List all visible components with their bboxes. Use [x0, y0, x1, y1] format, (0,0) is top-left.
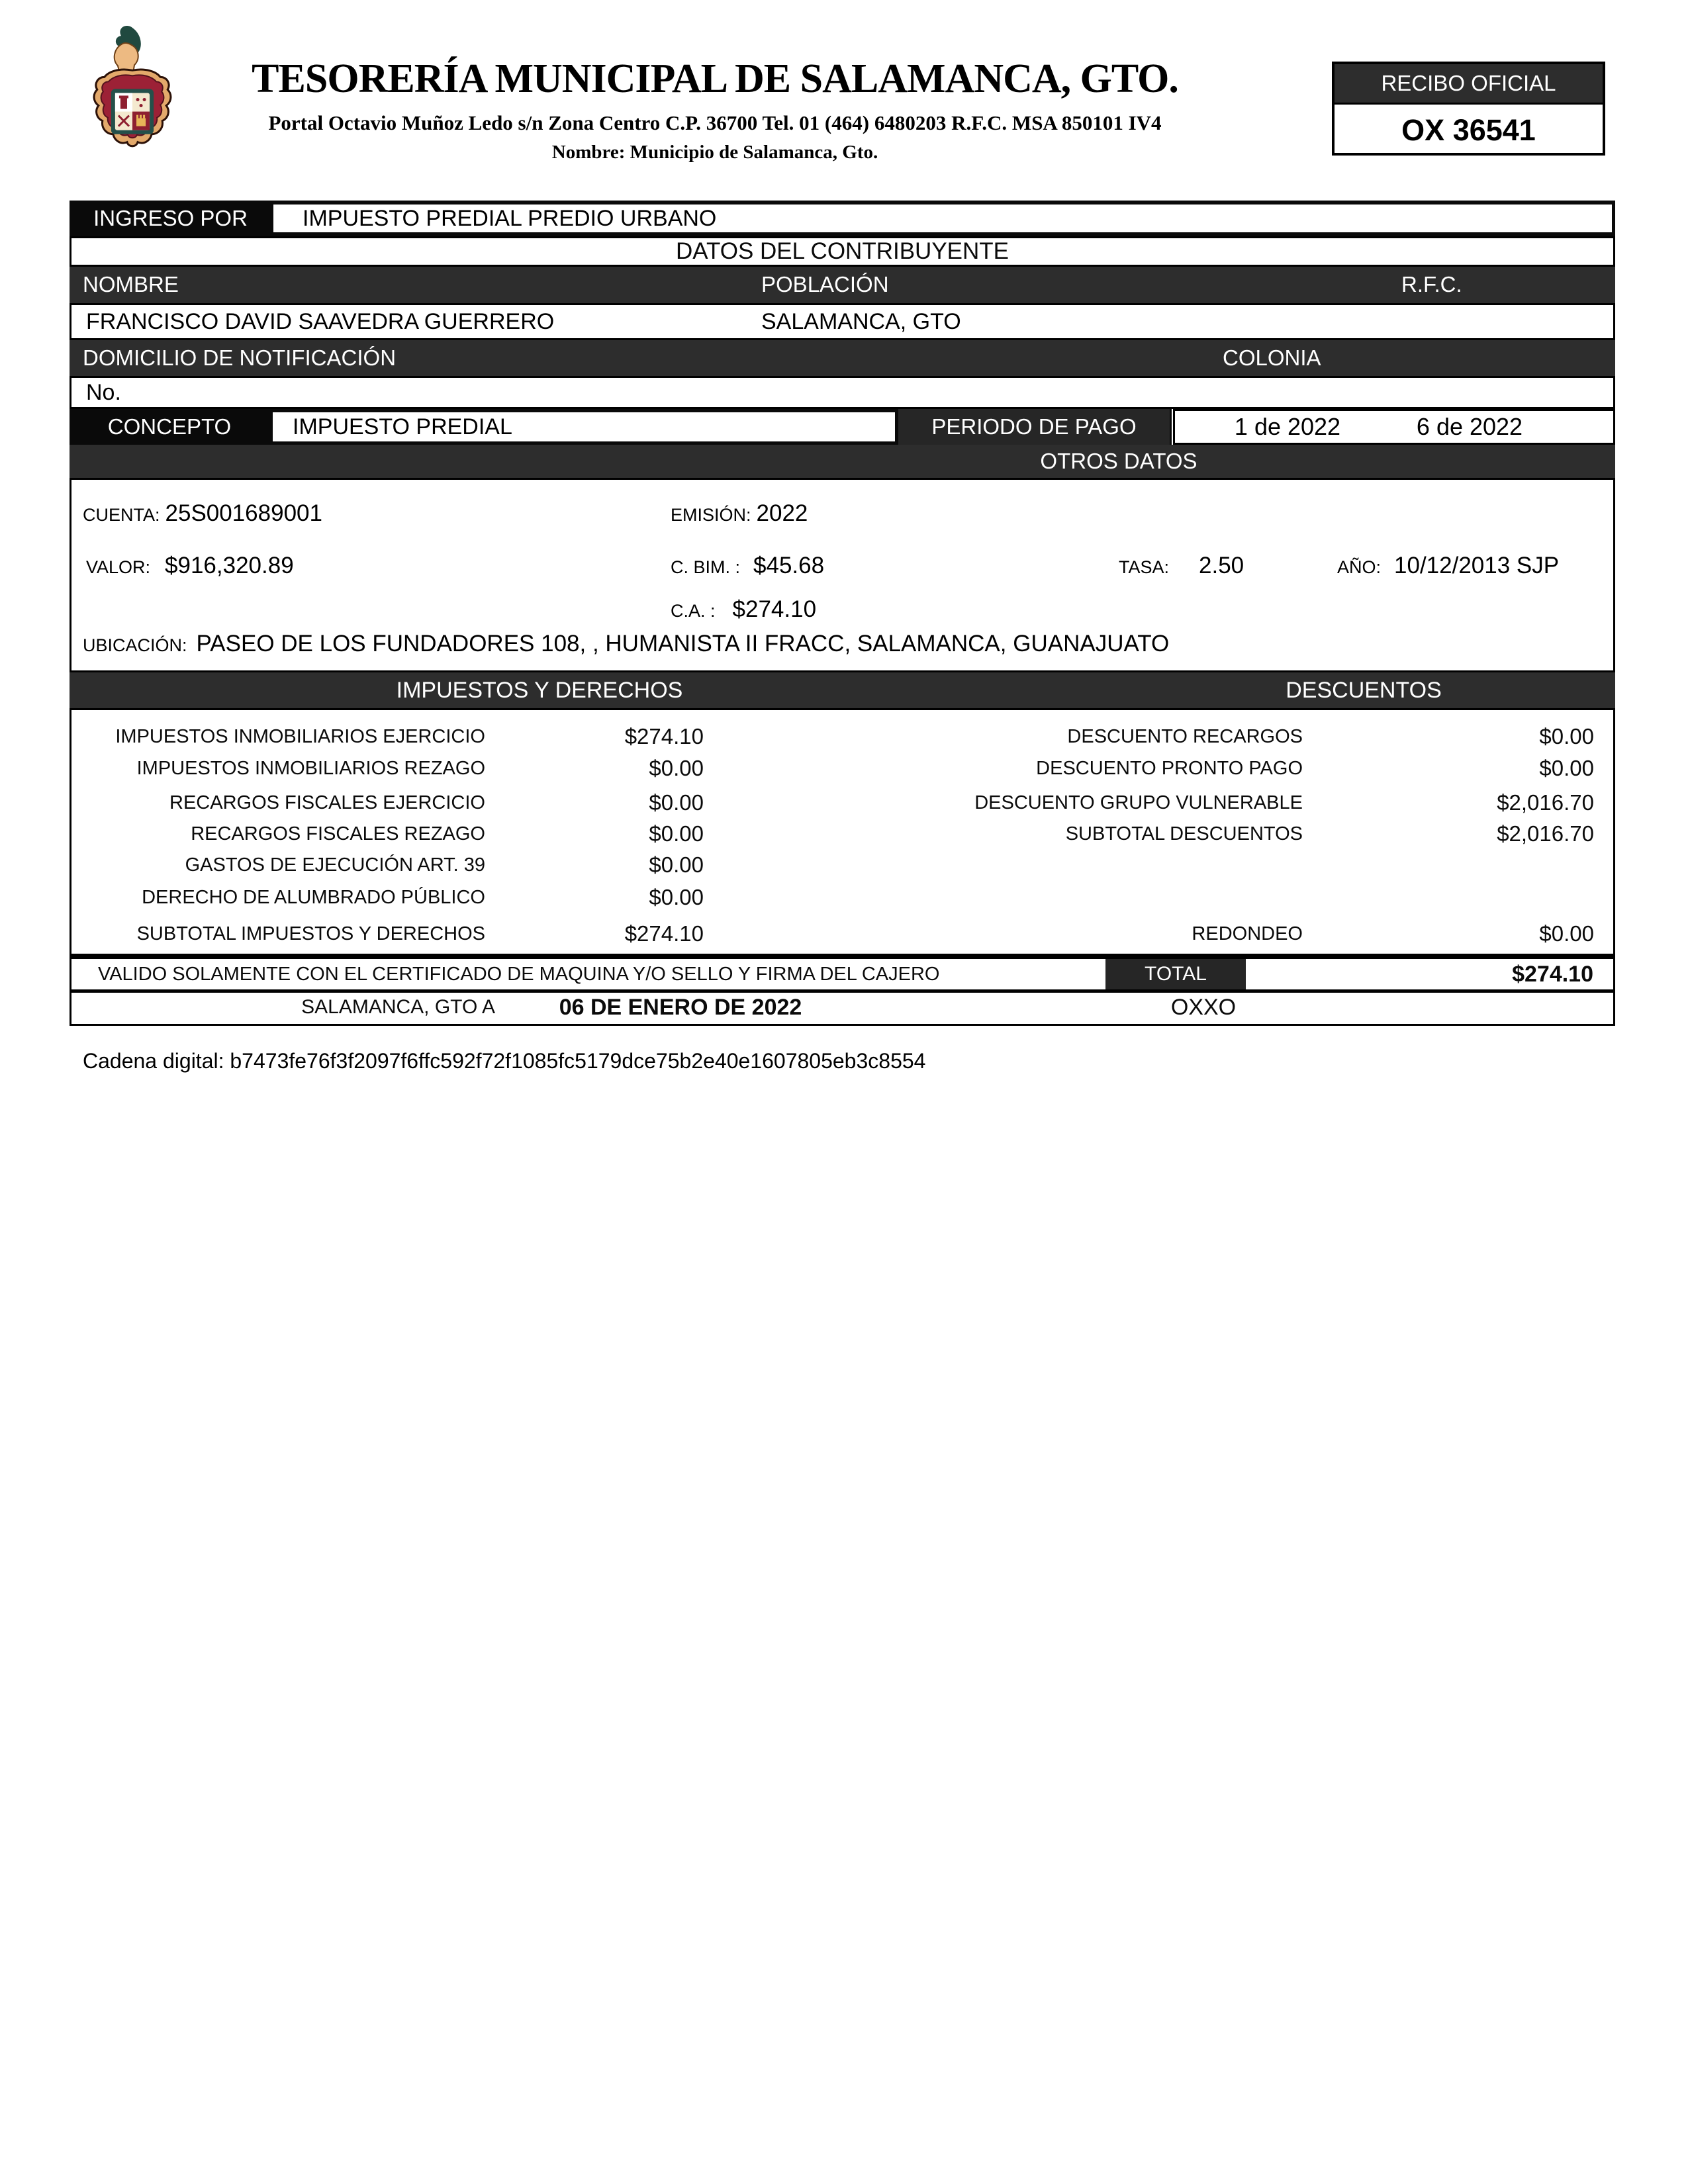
field-valor [86, 553, 294, 579]
discount-value: $0.00 [1539, 756, 1594, 780]
nombre-label: NOMBRE [83, 272, 179, 296]
field-ca [671, 596, 816, 623]
discount-value: $2,016.70 [1497, 790, 1594, 815]
discount-label: REDONDEO [1192, 923, 1303, 944]
charge-value: $0.00 [649, 885, 704, 909]
valido-total-row [70, 956, 1615, 993]
table-row [71, 722, 1613, 751]
periodo-hasta: 6 de 2022 [1416, 413, 1523, 440]
periodo-pago-label: PERIODO DE PAGO [898, 409, 1170, 445]
total-label: TOTAL [1105, 959, 1246, 989]
charge-label: RECARGOS FISCALES EJERCICIO [169, 792, 485, 813]
charge-label: SUBTOTAL IMPUESTOS Y DERECHOS [136, 923, 485, 944]
band-otros-datos [70, 445, 1615, 478]
band-nombre-poblacion-rfc [70, 267, 1615, 303]
colonia-label: COLONIA [1223, 345, 1321, 370]
row-domicilio-value [70, 376, 1615, 409]
concepto-label: CONCEPTO [107, 414, 232, 439]
cashier-text: OXXO [1170, 995, 1237, 1020]
nombre-value: FRANCISCO DAVID SAAVEDRA GUERRERO [86, 309, 555, 334]
rfc-label: R.F.C. [1401, 272, 1462, 296]
periodo-pago-cell [1173, 409, 1615, 445]
charge-label: IMPUESTOS INMOBILIARIOS EJERCICIO [115, 726, 485, 747]
concepto-row [70, 409, 1172, 445]
charge-label: GASTOS DE EJECUCIÓN ART. 39 [185, 854, 485, 876]
date-text: 06 DE ENERO DE 2022 [559, 995, 802, 1020]
table-row [71, 883, 1613, 912]
ingreso-por-cell [273, 205, 1612, 232]
charge-value: $0.00 [649, 821, 704, 846]
receipt-number: OX 36541 [1401, 113, 1536, 147]
tasa-label: TASA: [1119, 557, 1170, 577]
discount-value: $0.00 [1539, 724, 1594, 749]
domicilio-label: DOMICILIO DE NOTIFICACIÓN [83, 345, 397, 370]
ubicacion-label: UBICACIÓN: [83, 635, 187, 655]
valido-note: VALIDO SOLAMENTE CON EL CERTIFICADO DE MAQUINA Y/O SELLO Y FIRMA DEL CAJERO [98, 964, 940, 985]
charge-value: $0.00 [649, 756, 704, 780]
discount-label: DESCUENTO PRONTO PAGO [1036, 758, 1303, 779]
descuentos-header: DESCUENTOS [1286, 678, 1442, 703]
field-emision [671, 500, 808, 527]
discount-label: DESCUENTO GRUPO VULNERABLE [974, 792, 1303, 813]
band-domicilio-colonia [70, 340, 1615, 376]
valor-value: $916,320.89 [165, 553, 294, 578]
page-title: TESORERÍA MUNICIPAL DE SALAMANCA, GTO. [252, 56, 1178, 101]
anio-value: 10/12/2013 SJP [1394, 553, 1560, 578]
row-nombre-poblacion-values [70, 303, 1615, 340]
charge-value: $0.00 [649, 790, 704, 815]
cbim-label: C. BIM. : [671, 557, 741, 577]
table-row [71, 850, 1613, 880]
charge-label: IMPUESTOS INMOBILIARIOS REZAGO [136, 758, 485, 779]
header-address: Portal Octavio Muñoz Ledo s/n Zona Centro C.P. 36700 Tel. 01 (464) 6480203 R.F.C. MSA 850101 IV4 [268, 111, 1162, 134]
table-row [71, 788, 1613, 817]
datos-contribuyente-title: DATOS DEL CONTRIBUYENTE [675, 238, 1009, 264]
salamanca-coat-of-arms-logo [88, 25, 177, 175]
place-text: SALAMANCA, GTO A [301, 996, 495, 1018]
digital-chain: Cadena digital: b7473fe76f3f2097f6ffc592f72f1085fc5179dce75b2e40e1607805eb3c8554 [83, 1049, 926, 1073]
impuestos-derechos-header: IMPUESTOS Y DERECHOS [396, 678, 683, 703]
cuenta-label: CUENTA: [83, 505, 160, 525]
concepto-cell [273, 412, 895, 441]
field-cuenta [83, 500, 322, 527]
valor-label: VALOR: [86, 557, 151, 577]
field-anio [1337, 553, 1559, 579]
poblacion-value: SALAMANCA, GTO [761, 309, 961, 334]
table-row [71, 819, 1613, 848]
field-cbim [671, 553, 824, 579]
charge-value: $0.00 [649, 852, 704, 877]
field-tasa [1119, 553, 1244, 579]
ingreso-por-row [70, 201, 1615, 236]
ingreso-por-label: INGRESO POR [93, 206, 248, 230]
total-value: $274.10 [1512, 962, 1593, 987]
anio-label: AÑO: [1337, 557, 1382, 577]
charge-value: $274.10 [624, 724, 704, 749]
charge-value: $274.10 [624, 921, 704, 946]
emision-value: 2022 [756, 500, 808, 526]
header-name-line: Nombre: Municipio de Salamanca, Gto. [551, 142, 878, 163]
charge-label: DERECHO DE ALUMBRADO PÚBLICO [142, 887, 485, 908]
receipt-label: RECIBO OFICIAL [1335, 64, 1603, 105]
charges-table [70, 708, 1615, 956]
ca-value: $274.10 [732, 596, 817, 622]
table-row [71, 919, 1613, 948]
ingreso-por-value: IMPUESTO PREDIAL PREDIO URBANO [303, 206, 717, 231]
discount-label: SUBTOTAL DESCUENTOS [1065, 823, 1303, 844]
otros-datos-title: OTROS DATOS [1040, 449, 1197, 473]
tasa-value: 2.50 [1199, 553, 1244, 578]
discount-label: DESCUENTO RECARGOS [1067, 726, 1303, 747]
discount-value: $0.00 [1539, 921, 1594, 946]
emision-label: EMISIÓN: [671, 505, 751, 525]
table-row [71, 754, 1613, 783]
discount-value: $2,016.70 [1497, 821, 1594, 846]
concepto-value: IMPUESTO PREDIAL [293, 414, 512, 439]
section-datos-contribuyente [70, 236, 1615, 267]
poblacion-label: POBLACIÓN [761, 272, 889, 296]
charge-label: RECARGOS FISCALES REZAGO [191, 823, 485, 844]
cuenta-value: 25S001689001 [165, 500, 322, 526]
band-impuestos-descuentos [70, 672, 1615, 708]
periodo-desde: 1 de 2022 [1234, 413, 1341, 440]
otros-datos-box [70, 478, 1615, 672]
ca-label: C.A. : [671, 601, 716, 621]
domicilio-value: No. [86, 380, 121, 405]
field-ubicacion [83, 631, 1169, 657]
cbim-value: $45.68 [753, 553, 825, 578]
official-receipt-box [1332, 62, 1605, 156]
ubicacion-value: PASEO DE LOS FUNDADORES 108, , HUMANISTA II FRACC, SALAMANCA, GUANAJUATO [196, 631, 1170, 657]
place-date-row [70, 993, 1615, 1026]
